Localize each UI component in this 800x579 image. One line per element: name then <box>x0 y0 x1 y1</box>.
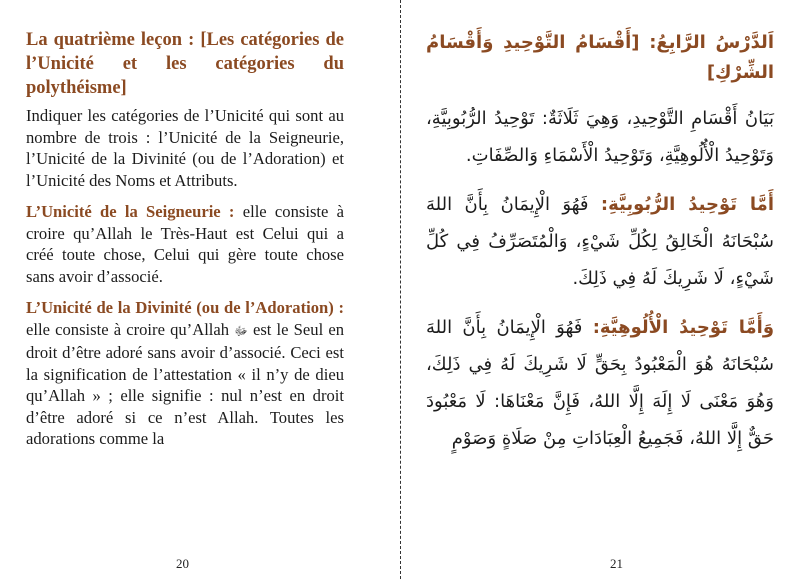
lesson-title-arabic: اَلدَّرْسُ الرَّابِعُ: [أَقْسَامُ التَّوْحِيدِ وَأَقْسَامُ الشِّرْكِ] <box>426 32 774 83</box>
divinity-term-arabic: وَأَمَّا تَوْحِيدُ الْأُلُوهِيَّةِ: <box>592 317 775 338</box>
intro-paragraph-french: Indiquer les catégories de l’Unicité qui sont au nombre de trois : l’Unicité de la Seigneurie, l’Unicité de la Divinité (ou de l’Adoration) et l’Unicité des Noms et Attributs. <box>26 106 344 190</box>
lordship-text-arabic: فَهُوَ الْإِيمَانُ بِأَنَّ اللهَ سُبْحَانَهُ الْخَالِقُ لِكُلِّ شَيْءٍ، وَالْمُتَصَرِّفُ فِي كُلِّ شَيْءٍ، لَا شَرِيكَ لَهُ فِي ذَلِكَ. <box>426 194 774 289</box>
divinity-paragraph-french <box>26 297 344 450</box>
page-divider <box>400 0 401 579</box>
arabic-text-block <box>426 28 774 469</box>
page-number-right: 21 <box>610 556 623 571</box>
lordship-term-arabic: أَمَّا تَوْحِيدُ الرُّبُوبِيَّةِ: <box>600 194 774 215</box>
lordship-paragraph-french <box>26 201 344 287</box>
lordship-term: L’Unicité de la Seigneurie : <box>26 202 235 221</box>
lordship-paragraph-arabic <box>426 186 774 297</box>
divinity-paragraph-arabic <box>426 309 774 457</box>
divinity-text-arabic: فَهُوَ الْإِيمَانُ بِأَنَّ اللهَ سُبْحَانَهُ هُوَ الْمَعْبُودُ بِحَقٍّ لَا شَرِيكَ لَهُ فِي ذَلِكَ، وَهُوَ مَعْنَى لَا إِلَهَ إِلَّا اللهُ، فَإِنَّ مَعْنَاهَا: لَا مَعْبُودَ حَقٌّ إِلَّا اللهُ، فَجَمِيعُ الْعِبَادَاتِ مِنْ صَلَاةٍ وَصَوْمٍ <box>426 317 774 449</box>
lordship-text: elle consiste à croire qu’Allah le Très-Haut est Celui qui a créé toute chose, Celui qui gère toute chose sans avoir d’associé. <box>26 202 344 286</box>
divinity-text-a: elle consiste à croire qu’Allah <box>26 319 235 339</box>
lesson-title-french: La quatrième leçon : [Les catégories de l’Unicité et les catégories du polythéisme] <box>26 30 344 98</box>
french-text-block <box>26 28 344 460</box>
intro-paragraph-arabic: بَيَانُ أَقْسَامِ التَّوْحِيدِ، وَهِيَ ثَلَاثَةٌ: تَوْحِيدُ الرُّبُوبِيَّةِ، وَتَوْحِيدُ الْأُلُوهِيَّةِ، وَتَوْحِيدُ الْأَسْمَاءِ وَالصِّفَاتِ. <box>426 108 774 166</box>
divinity-term: L’Unicité de la Divinité (ou de l’Adoration) : <box>26 298 344 317</box>
page-number-left: 20 <box>176 556 189 571</box>
honorific-glyph: ﷻ <box>234 323 248 338</box>
right-page-arabic <box>402 0 800 579</box>
divinity-text-b: est le Seul en droit d’être adoré sans avoir d’associé. Ceci est la signification de l’attestation « il n’y de dieu qu’Allah » ; elle signifie : nul n’est en droit d’être adoré si ce n’est Allah. Toutes les adorations comme la <box>26 319 344 448</box>
